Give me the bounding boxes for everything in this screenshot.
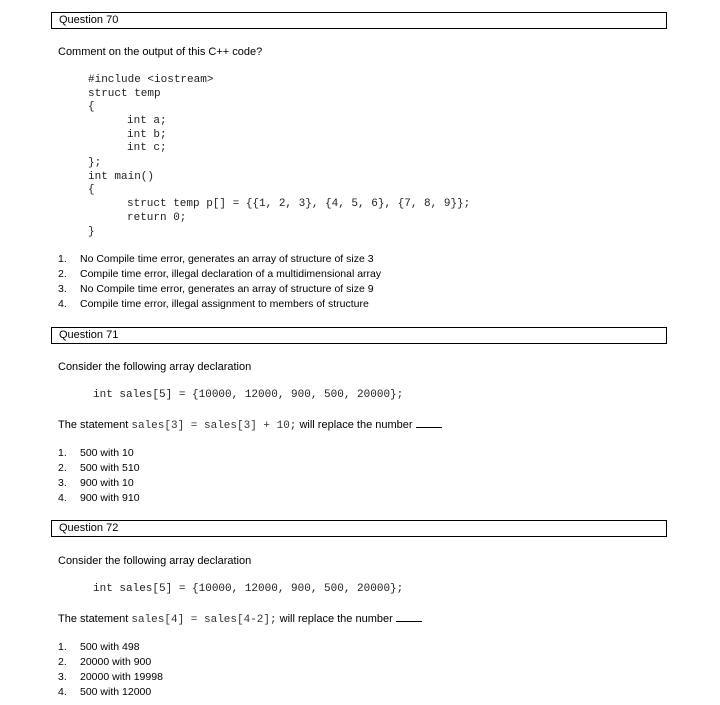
- statement-code: sales[3] = sales[3] + 10;: [131, 420, 297, 432]
- code-block-header: #include <iostream> struct temp {: [88, 74, 214, 113]
- array-declaration-code: int sales[5] = {10000, 12000, 900, 500, 20000};: [93, 389, 404, 401]
- question-71-title: Question 71: [59, 329, 119, 341]
- question-70-header: [51, 12, 667, 29]
- option[interactable]: 2. 20000 with 900: [58, 656, 152, 668]
- question-70-title: Question 70: [59, 14, 119, 26]
- array-declaration-code: int sales[5] = {10000, 12000, 900, 500, 20000};: [93, 583, 404, 595]
- answer-blank: [396, 612, 422, 622]
- option[interactable]: 2. Compile time error, illegal declaration of a multidimensional array: [58, 268, 382, 280]
- option[interactable]: 1. 500 with 498: [58, 641, 140, 653]
- question-71-statement: The statement sales[3] = sales[3] + 10; will replace the number: [58, 418, 442, 433]
- question-70-prompt: Comment on the output of this C++ code?: [58, 46, 263, 58]
- question-72-prompt: Consider the following array declaration: [58, 555, 252, 567]
- question-71-options: [58, 446, 140, 506]
- option[interactable]: 4. Compile time error, illegal assignment to members of structure: [58, 298, 369, 310]
- statement-code: sales[4] = sales[4-2];: [131, 614, 277, 626]
- question-71-prompt: Consider the following array declaration: [58, 361, 252, 373]
- question-72-header: [51, 520, 667, 537]
- option[interactable]: 1. No Compile time error, generates an array of structure of size 3: [58, 253, 374, 265]
- option[interactable]: 3. No Compile time error, generates an array of structure of size 9: [58, 283, 374, 295]
- code-block-main: }; int main() {: [88, 157, 155, 196]
- option[interactable]: 3. 20000 with 19998: [58, 671, 163, 683]
- code-block-struct-members: int a; int b; int c;: [127, 115, 167, 154]
- question-70-options: [58, 252, 381, 312]
- answer-blank: [416, 418, 442, 428]
- option[interactable]: 2. 500 with 510: [58, 462, 140, 474]
- option[interactable]: 4. 900 with 910: [58, 492, 140, 504]
- question-72-options: [58, 640, 163, 700]
- option[interactable]: 3. 900 with 10: [58, 477, 134, 489]
- option[interactable]: 4. 500 with 12000: [58, 686, 152, 698]
- question-71-header: [51, 327, 667, 344]
- option[interactable]: 1. 500 with 10: [58, 447, 134, 459]
- question-72-title: Question 72: [59, 522, 119, 534]
- code-block-main-body: struct temp p[] = {{1, 2, 3}, {4, 5, 6}, {7, 8, 9}}; return 0;: [127, 198, 471, 224]
- code-block-close: }: [88, 226, 95, 238]
- question-72-statement: The statement sales[4] = sales[4-2]; will replace the number: [58, 612, 422, 627]
